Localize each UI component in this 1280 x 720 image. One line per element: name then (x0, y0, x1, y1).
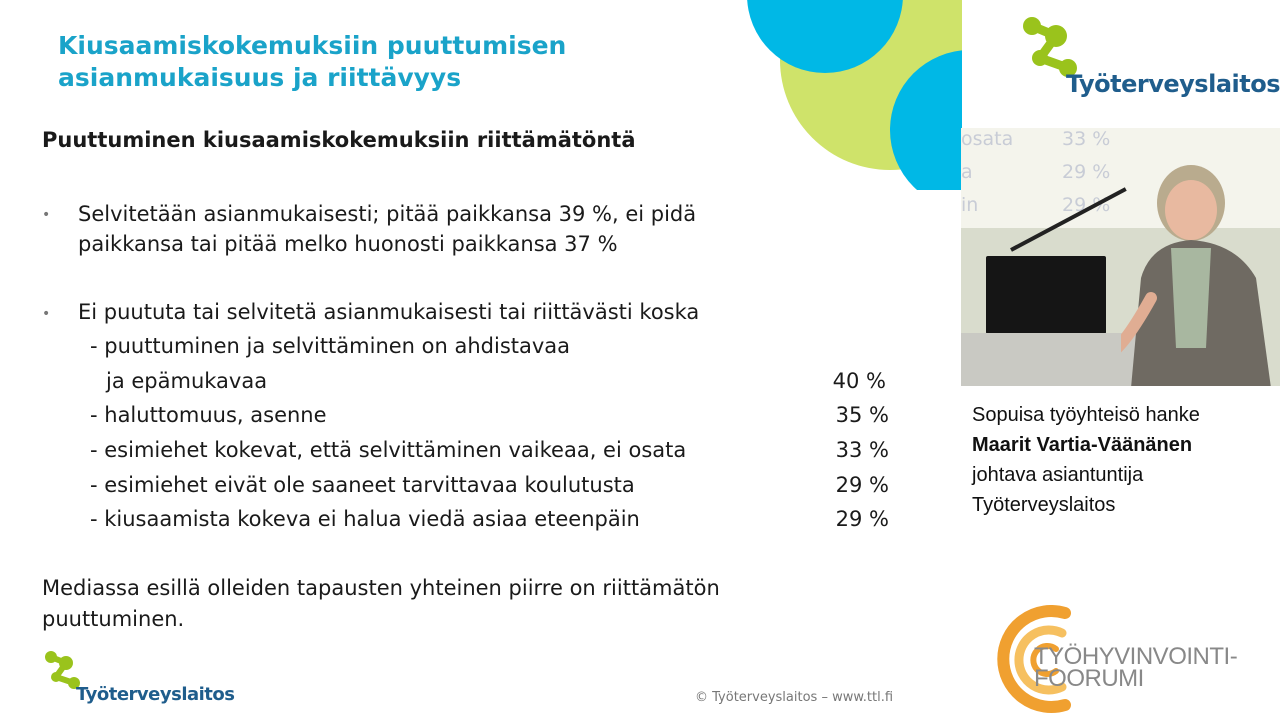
reason-1-percent: 40 % (832, 369, 886, 393)
bullet2-line1: Ei puututa tai selvitetä asianmukaisesti tai riittävästi koska (78, 300, 700, 324)
speaker-video (961, 128, 1280, 386)
caption-organization: Työterveyslaitos (972, 494, 1116, 516)
reason-2-label: - haluttomuus, asenne (90, 403, 327, 427)
bullet-dot-1: • (42, 207, 51, 223)
slide-title (58, 30, 678, 94)
reason-3-label: - esimiehet kokevat, että selvittäminen vaikeaa, ei osata (90, 438, 687, 462)
bullet1-line1: Selvitetään asianmukaisesti; pitää paikkansa 39 %, ei pidä (78, 202, 697, 226)
reason-3-percent: 33 % (835, 438, 889, 462)
ttl-logo-top (1010, 12, 1280, 102)
slide-title-line2: asianmukaisuus ja riittävyys (58, 63, 462, 92)
reason-2-percent: 35 % (835, 403, 889, 427)
forum-logo (990, 605, 1275, 715)
slide-subtitle: Puuttuminen kiusaamiskokemuksiin riittämätöntä (42, 128, 636, 152)
reason-4-label: - esimiehet eivät ole saaneet tarvittavaa koulutusta (90, 473, 635, 497)
forum-title-line2: FOORUMI (1034, 665, 1144, 692)
video-monitor (986, 256, 1106, 334)
speaker-caption (972, 400, 1200, 520)
reason-4-percent: 29 % (835, 473, 889, 497)
bullet-dot-2: • (42, 306, 51, 322)
caption-project: Sopuisa työyhteisö hanke (972, 404, 1200, 426)
forum-title-line1: TYÖHYVINVOINTI- (1034, 643, 1238, 670)
reason-5-percent: 29 % (835, 507, 889, 531)
reason-1-label-cont: ja epämukavaa (106, 369, 268, 393)
brand-name-top: Työterveyslaitos (1066, 70, 1280, 98)
projection-percent-1: 33 % (1062, 128, 1111, 150)
reason-5-label: - kiusaamista kokeva ei halua viedä asiaa eteenpäin (90, 507, 640, 531)
projection-fragment-3: in (961, 194, 979, 216)
slide-title-line1: Kiusaamiskokemuksiin puuttumisen (58, 31, 567, 60)
projection-percent-3: 29 % (1062, 194, 1111, 216)
brand-name-bottom: Työterveyslaitos (76, 684, 235, 705)
caption-speaker-name: Maarit Vartia-Väänänen (972, 434, 1193, 456)
decorative-circles (740, 0, 962, 190)
caption-role: johtava asiantuntija (972, 464, 1144, 486)
footer-copyright: © Työterveyslaitos – www.ttl.fi (695, 690, 894, 705)
projection-fragment-2: a (961, 161, 973, 183)
ttl-logo-bottom (40, 648, 240, 712)
closing-line1: Mediassa esillä olleiden tapausten yhteinen piirre on riittämätön (42, 576, 720, 600)
reason-1-label: - puuttuminen ja selvittäminen on ahdistavaa (90, 334, 571, 358)
bullet1-line2: paikkansa tai pitää melko huonosti paikkansa 37 % (78, 232, 618, 256)
projection-fragment-1: osata (961, 128, 1014, 150)
closing-line2: puuttuminen. (42, 607, 185, 631)
projection-percent-2: 29 % (1062, 161, 1111, 183)
speaker-figure (1121, 148, 1280, 386)
